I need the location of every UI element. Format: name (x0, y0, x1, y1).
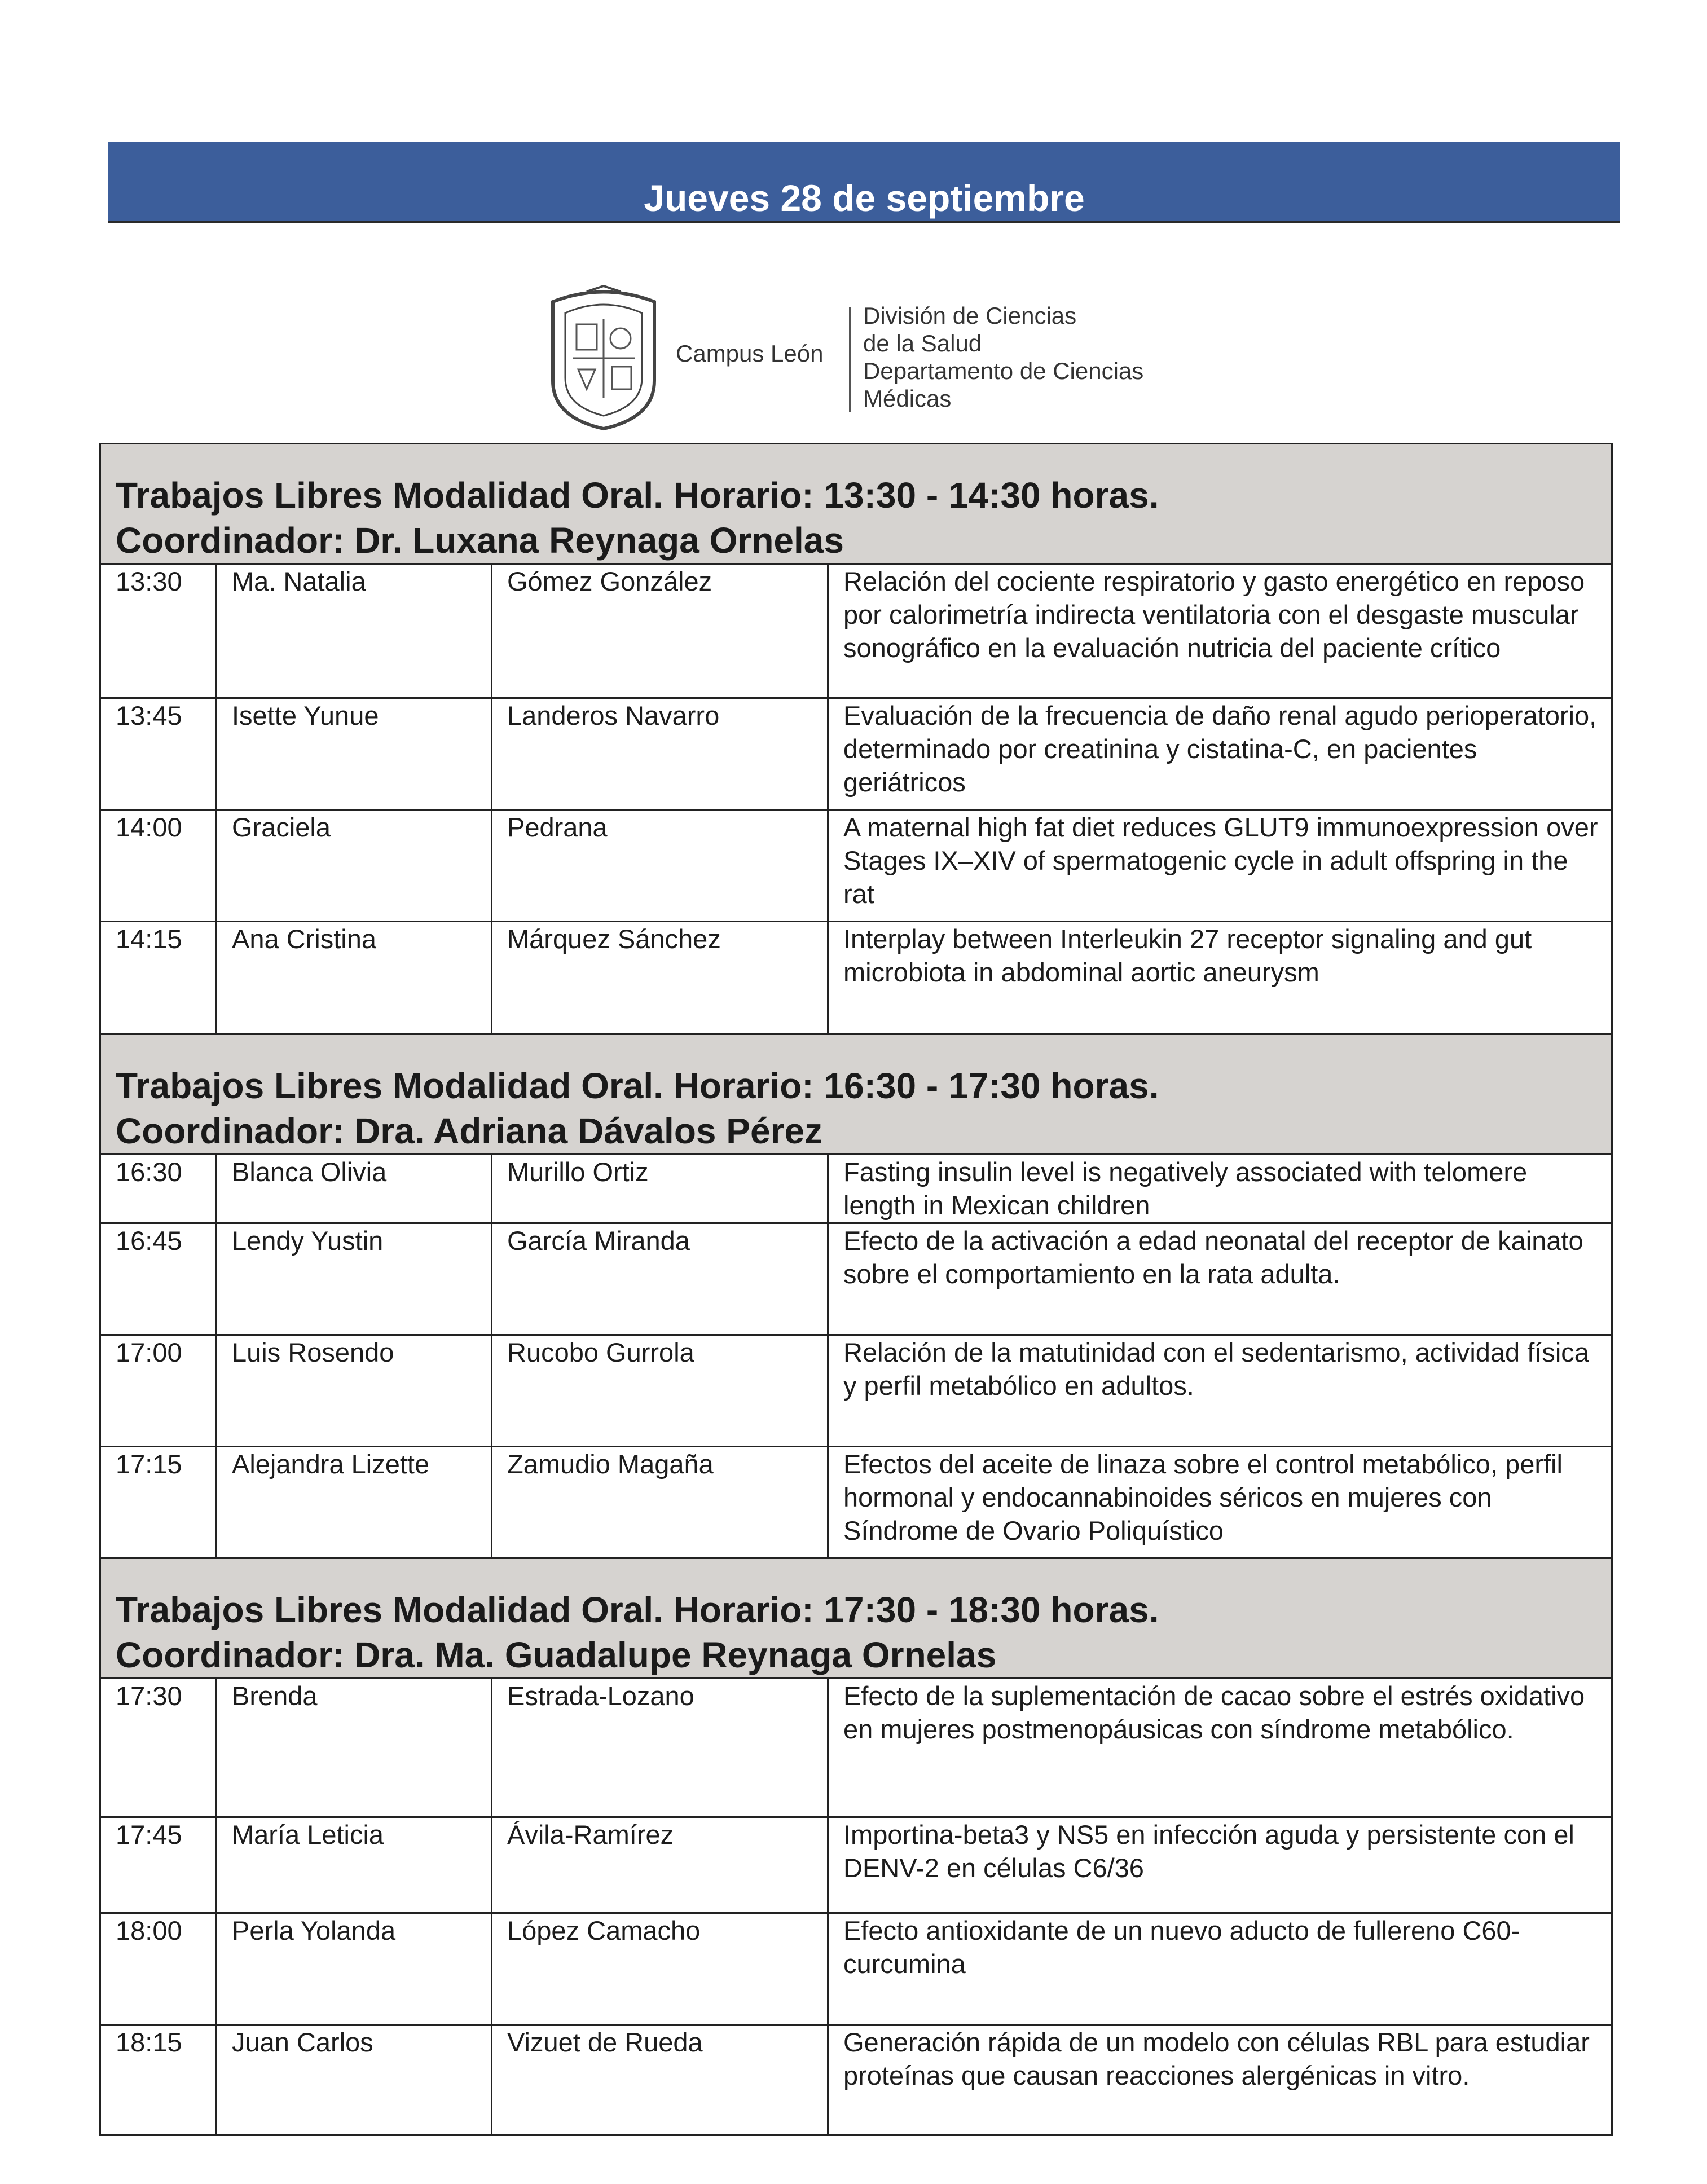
section-header-cell (100, 444, 1612, 564)
last-name-cell: López Camacho (492, 1913, 828, 2025)
institution-header (542, 285, 1218, 431)
last-name-cell: Murillo Ortiz (492, 1155, 828, 1223)
time-cell: 17:00 (100, 1335, 217, 1447)
date-banner (108, 142, 1620, 223)
table-row (100, 2025, 1612, 2135)
first-name-cell: María Leticia (217, 1817, 492, 1913)
title-cell: Efectos del aceite de linaza sobre el control metabólico, perfil hormonal y endocannabinoides séricos en mujeres con Síndrome de Ovario Poliquístico (828, 1447, 1612, 1558)
time-cell: 18:15 (100, 2025, 217, 2135)
time-cell: 17:15 (100, 1447, 217, 1558)
section-coordinator: Coordinador: Dra. Adriana Dávalos Pérez (116, 1111, 823, 1151)
title-cell: Generación rápida de un modelo con células RBL para estudiar proteínas que causan reacciones alergénicas in vitro. (828, 2025, 1612, 2135)
time-cell: 17:30 (100, 1679, 217, 1817)
division-line: División de Ciencias (863, 302, 1077, 329)
title-cell: Evaluación de la frecuencia de daño renal agudo perioperatorio, determinado por creatinina y cistatina-C, en pacientes geriátricos (828, 698, 1612, 810)
time-cell: 18:00 (100, 1913, 217, 2025)
last-name-cell: Ávila-Ramírez (492, 1817, 828, 1913)
table-row (100, 1913, 1612, 2025)
section-header (100, 1558, 1612, 1679)
time-cell: 16:30 (100, 1155, 217, 1223)
first-name-cell: Perla Yolanda (217, 1913, 492, 2025)
first-name-cell: Juan Carlos (217, 2025, 492, 2135)
section-heading: Trabajos Libres Modalidad Oral. Horario: 13:30 - 14:30 horas. (116, 475, 1159, 516)
title-cell: Fasting insulin level is negatively associated with telomere length in Mexican children (828, 1155, 1612, 1223)
table-row (100, 698, 1612, 810)
last-name-cell: Gómez González (492, 564, 828, 698)
section-heading: Trabajos Libres Modalidad Oral. Horario: 17:30 - 18:30 horas. (116, 1589, 1159, 1630)
schedule-table (99, 443, 1613, 2136)
table-row (100, 1155, 1612, 1223)
time-cell: 16:45 (100, 1223, 217, 1335)
time-cell: 13:45 (100, 698, 217, 810)
title-cell: A maternal high fat diet reduces GLUT9 immunoexpression over Stages IX–XIV of spermatogenic cycle in adult offspring in the rat (828, 810, 1612, 922)
last-name-cell: Pedrana (492, 810, 828, 922)
last-name-cell: García Miranda (492, 1223, 828, 1335)
first-name-cell: Ma. Natalia (217, 564, 492, 698)
first-name-cell: Lendy Yustin (217, 1223, 492, 1335)
first-name-cell: Graciela (217, 810, 492, 922)
title-cell: Importina-beta3 y NS5 en infección aguda y persistente con el DENV-2 en células C6/36 (828, 1817, 1612, 1913)
last-name-cell: Estrada-Lozano (492, 1679, 828, 1817)
table-row (100, 922, 1612, 1034)
title-cell: Efecto antioxidante de un nuevo aducto de fullereno C60-curcumina (828, 1913, 1612, 2025)
table-row (100, 1679, 1612, 1817)
division-line: Departamento de Ciencias (863, 358, 1144, 384)
last-name-cell: Vizuet de Rueda (492, 2025, 828, 2135)
university-seal-icon (542, 285, 666, 431)
table-row (100, 564, 1612, 698)
time-cell: 14:00 (100, 810, 217, 922)
section-header-cell (100, 1558, 1612, 1679)
last-name-cell: Márquez Sánchez (492, 922, 828, 1034)
first-name-cell: Luis Rosendo (217, 1335, 492, 1447)
last-name-cell: Landeros Navarro (492, 698, 828, 810)
banner-title: Jueves 28 de septiembre (644, 177, 1085, 219)
section-header-cell (100, 1034, 1612, 1155)
time-cell: 14:15 (100, 922, 217, 1034)
division-line: de la Salud (863, 330, 982, 356)
table-row (100, 1335, 1612, 1447)
table-row (100, 810, 1612, 922)
division-line: Médicas (863, 385, 952, 412)
last-name-cell: Rucobo Gurrola (492, 1335, 828, 1447)
title-cell: Interplay between Interleukin 27 receptor signaling and gut microbiota in abdominal aortic aneurysm (828, 922, 1612, 1034)
first-name-cell: Blanca Olivia (217, 1155, 492, 1223)
title-cell: Relación del cociente respiratorio y gasto energético en reposo por calorimetría indirecta ventilatoria con el desgaste muscular sonográfico en la evaluación nutricia del paciente crítico (828, 564, 1612, 698)
header-divider (849, 307, 851, 412)
title-cell: Efecto de la activación a edad neonatal del receptor de kainato sobre el comportamiento en la rata adulta. (828, 1223, 1612, 1335)
last-name-cell: Zamudio Magaña (492, 1447, 828, 1558)
title-cell: Efecto de la suplementación de cacao sobre el estrés oxidativo en mujeres postmenopáusicas con síndrome metabólico. (828, 1679, 1612, 1817)
first-name-cell: Ana Cristina (217, 922, 492, 1034)
section-header (100, 444, 1612, 564)
section-coordinator: Coordinador: Dr. Luxana Reynaga Ornelas (116, 520, 844, 561)
section-heading: Trabajos Libres Modalidad Oral. Horario: 16:30 - 17:30 horas. (116, 1065, 1159, 1106)
first-name-cell: Isette Yunue (217, 698, 492, 810)
table-row (100, 1447, 1612, 1558)
division-name (863, 302, 1143, 412)
first-name-cell: Alejandra Lizette (217, 1447, 492, 1558)
section-header (100, 1034, 1612, 1155)
section-coordinator: Coordinador: Dra. Ma. Guadalupe Reynaga Ornelas (116, 1635, 997, 1675)
table-row (100, 1817, 1612, 1913)
time-cell: 13:30 (100, 564, 217, 698)
table-row (100, 1223, 1612, 1335)
time-cell: 17:45 (100, 1817, 217, 1913)
title-cell: Relación de la matutinidad con el sedentarismo, actividad física y perfil metabólico en adultos. (828, 1335, 1612, 1447)
campus-name: Campus León (676, 340, 824, 367)
first-name-cell: Brenda (217, 1679, 492, 1817)
